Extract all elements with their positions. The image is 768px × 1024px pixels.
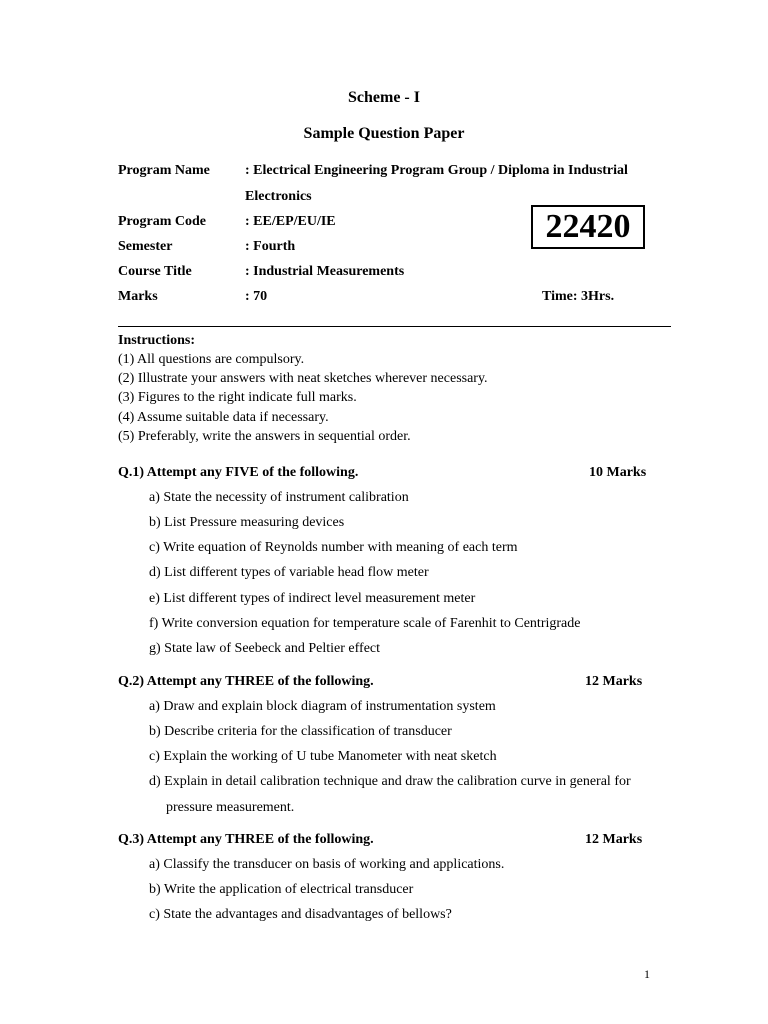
- semester-value: : Fourth: [245, 239, 296, 254]
- program-name-label: Program Name: [118, 163, 210, 178]
- question-item: b) Write the application of electrical transducer: [149, 882, 414, 897]
- course-code-box: [531, 205, 645, 249]
- question-2-heading: Q.2) Attempt any THREE of the following.: [118, 674, 374, 689]
- question-3-marks: 12 Marks: [585, 832, 643, 847]
- question-item: g) State law of Seebeck and Peltier effect: [149, 641, 381, 656]
- marks-value: : 70: [245, 289, 268, 304]
- divider-line: [118, 326, 671, 327]
- course-title-value: : Industrial Measurements: [245, 264, 405, 279]
- question-item: a) Draw and explain block diagram of instrumentation system: [149, 699, 496, 714]
- instruction-item: (5) Preferably, write the answers in sequential order.: [118, 429, 411, 444]
- question-item: b) Describe criteria for the classification of transducer: [149, 724, 452, 739]
- question-item: c) Write equation of Reynolds number with meaning of each term: [149, 540, 518, 555]
- instruction-item: (3) Figures to the right indicate full marks.: [118, 390, 357, 405]
- course-title-label: Course Title: [118, 264, 192, 279]
- question-item: e) List different types of indirect level measurement meter: [149, 591, 476, 606]
- marks-label: Marks: [118, 289, 158, 304]
- question-1-heading: Q.1) Attempt any FIVE of the following.: [118, 465, 359, 480]
- question-item: a) State the necessity of instrument calibration: [149, 490, 409, 505]
- scheme-title: Scheme - I: [348, 89, 420, 106]
- program-name-value: : Electrical Engineering Program Group / Diploma in Industrial: [245, 163, 628, 178]
- program-name-value-cont: Electronics: [245, 189, 312, 204]
- question-item: a) Classify the transducer on basis of working and applications.: [149, 857, 505, 872]
- question-item-cont: pressure measurement.: [166, 800, 295, 815]
- question-item: f) Write conversion equation for temperature scale of Farenhit to Centrigrade: [149, 616, 581, 631]
- question-item: d) Explain in detail calibration technique and draw the calibration curve in general for: [149, 774, 631, 789]
- instruction-item: (2) Illustrate your answers with neat sketches wherever necessary.: [118, 371, 488, 386]
- question-1-marks: 10 Marks: [589, 465, 647, 480]
- question-2-marks: 12 Marks: [585, 674, 643, 689]
- question-item: d) List different types of variable head flow meter: [149, 565, 429, 580]
- question-item: c) Explain the working of U tube Manometer with neat sketch: [149, 749, 497, 764]
- paper-title: Sample Question Paper: [303, 125, 465, 142]
- question-item: c) State the advantages and disadvantages of bellows?: [149, 907, 452, 922]
- time-allowed: Time: 3Hrs.: [542, 289, 615, 304]
- question-item: b) List Pressure measuring devices: [149, 515, 345, 530]
- instructions-heading: Instructions:: [118, 333, 196, 348]
- instruction-item: (4) Assume suitable data if necessary.: [118, 410, 329, 425]
- question-3-heading: Q.3) Attempt any THREE of the following.: [118, 832, 374, 847]
- instruction-item: (1) All questions are compulsory.: [118, 352, 305, 367]
- program-code-label: Program Code: [118, 214, 206, 229]
- program-code-value: : EE/EP/EU/IE: [245, 214, 336, 229]
- page-number: 1: [644, 967, 650, 981]
- course-code: 22420: [545, 208, 631, 245]
- semester-label: Semester: [118, 239, 173, 254]
